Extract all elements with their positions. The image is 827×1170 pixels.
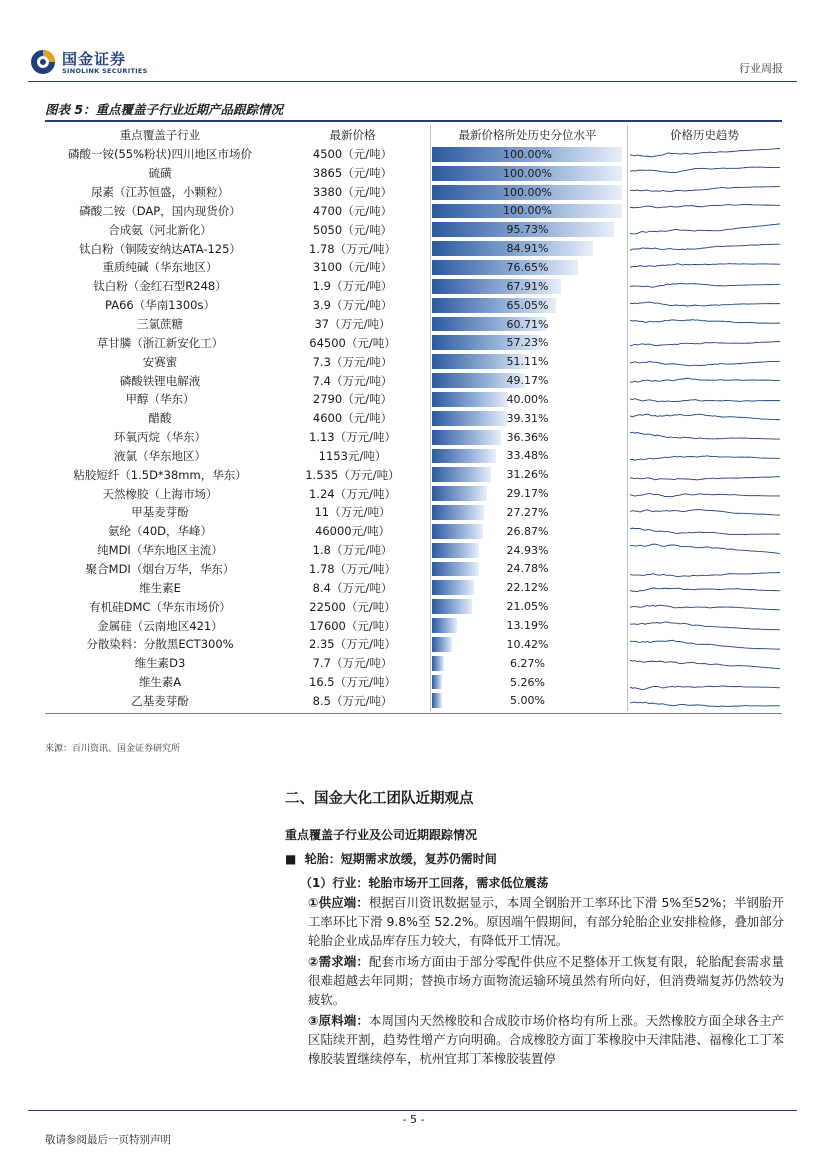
paragraph-demand-body: 配套市场方面由于部分零配件供应不足整体开工恢复有限，轮胎配套需求量很难超越去年同期；替换市场方面物流运输环境虽然有所向好，但消费端复苏仍然较为疲软。 bbox=[308, 954, 785, 1007]
row-percentile-cell bbox=[430, 673, 625, 692]
percentile-label: 31.26% bbox=[506, 468, 549, 482]
trend-line bbox=[630, 455, 780, 459]
percentile-bar bbox=[432, 599, 472, 614]
percentile-bar bbox=[432, 675, 442, 690]
trend-sparkline bbox=[627, 465, 782, 484]
figure-title: 图表 5：重点覆盖子行业近期产品跟踪情况 bbox=[45, 102, 284, 117]
trend-line bbox=[630, 342, 780, 347]
trend-line bbox=[630, 544, 780, 553]
row-industry: 合成氨（河北新化） bbox=[108, 222, 212, 237]
row-industry: 乙基麦芽酚 bbox=[131, 693, 189, 708]
row-percentile-cell bbox=[430, 315, 625, 334]
trend-sparkline bbox=[627, 635, 782, 654]
row-trend-cell bbox=[627, 578, 782, 597]
column-header-price: 最新价格 bbox=[329, 128, 376, 142]
row-industry: 磷酸二铵（DAP，国内现货价） bbox=[79, 203, 241, 218]
percentile-label: 27.27% bbox=[506, 505, 549, 519]
row-percentile-cell bbox=[430, 390, 625, 409]
trend-sparkline bbox=[627, 352, 782, 371]
trend-sparkline bbox=[627, 220, 782, 239]
percentile-bar bbox=[432, 486, 487, 501]
trend-sparkline bbox=[627, 390, 782, 409]
row-percentile-cell bbox=[430, 428, 625, 447]
percentile-label: 76.65% bbox=[506, 260, 549, 274]
table-bottom-rule bbox=[45, 713, 782, 714]
percentile-label: 5.00% bbox=[510, 694, 545, 708]
row-industry: 磷酸铁锂电解液 bbox=[119, 373, 201, 388]
row-industry: 粘胶短纤（1.5D*38mm，华东） bbox=[73, 467, 247, 482]
row-price: 8.5（万元/吨） bbox=[312, 693, 393, 708]
row-price: 22500（元/吨） bbox=[309, 599, 396, 614]
percentile-bar bbox=[432, 411, 507, 426]
paragraph-supply-body: 根据百川资讯数据显示，本周全钢胎开工率环比下滑 5%至52%；半钢胎开工率环比下滑 9.8%至 52.2%。原因端午假期间，有部分轮胎企业安排检修，叠加部分轮胎企业成品库存压力较大，有降低开工情况。 bbox=[308, 895, 784, 948]
percentile-label: 29.17% bbox=[506, 487, 549, 501]
trend-sparkline bbox=[627, 315, 782, 334]
percentile-bar bbox=[432, 656, 444, 671]
trend-sparkline bbox=[627, 541, 782, 560]
row-price: 1.13（万元/吨） bbox=[309, 430, 396, 445]
trend-line bbox=[630, 167, 780, 173]
row-percentile-cell bbox=[430, 239, 625, 258]
figure-title-rule bbox=[45, 120, 782, 122]
document-type: 行业周报 bbox=[739, 62, 783, 75]
trend-line bbox=[630, 283, 780, 287]
table-row bbox=[45, 673, 782, 692]
trend-sparkline bbox=[627, 447, 782, 466]
row-price: 1.535（万元/吨） bbox=[305, 467, 400, 482]
percentile-bar bbox=[432, 449, 496, 464]
page-number: - 5 - bbox=[402, 1113, 425, 1126]
trend-line bbox=[630, 432, 780, 439]
trend-sparkline bbox=[627, 428, 782, 447]
row-price: 4700（元/吨） bbox=[312, 203, 393, 218]
row-percentile-cell bbox=[430, 578, 625, 597]
table-row bbox=[45, 220, 782, 239]
row-percentile-cell bbox=[430, 691, 625, 710]
brand-name-cn: 国金证券 bbox=[62, 50, 127, 68]
percentile-label: 13.19% bbox=[506, 619, 549, 633]
paragraph-material-head: ③原料端： bbox=[308, 1013, 370, 1028]
table-row bbox=[45, 447, 782, 466]
row-percentile-cell bbox=[430, 258, 625, 277]
table-body bbox=[45, 145, 782, 710]
row-industry: 有机硅DMC（华东市场价） bbox=[89, 599, 231, 614]
row-industry: 聚合MDI（烟台万华，华东） bbox=[85, 561, 235, 576]
trend-sparkline bbox=[627, 183, 782, 202]
row-industry: 天然橡胶（上海市场） bbox=[102, 486, 218, 501]
product-tracking-table bbox=[45, 125, 782, 710]
row-percentile-cell bbox=[430, 447, 625, 466]
paragraph-material bbox=[308, 1011, 784, 1068]
row-percentile-cell bbox=[430, 277, 625, 296]
row-trend-cell bbox=[627, 390, 782, 409]
paragraph-demand bbox=[308, 952, 784, 1009]
table-row bbox=[45, 277, 782, 296]
column-header-percentile: 最新价格所处历史分位水平 bbox=[458, 128, 597, 142]
percentile-label: 49.17% bbox=[506, 374, 549, 388]
trend-sparkline bbox=[627, 145, 782, 164]
row-percentile-cell bbox=[430, 202, 625, 221]
row-trend-cell bbox=[627, 541, 782, 560]
table-row bbox=[45, 465, 782, 484]
row-industry: 三氯蔗糖 bbox=[137, 317, 183, 332]
row-trend-cell bbox=[627, 465, 782, 484]
percentile-bar bbox=[432, 562, 479, 577]
row-price: 1.78（万元/吨） bbox=[309, 241, 396, 256]
table-row bbox=[45, 578, 782, 597]
row-trend-cell bbox=[627, 352, 782, 371]
row-trend-cell bbox=[627, 164, 782, 183]
row-industry: 分散染料：分散黑ECT300% bbox=[86, 637, 234, 652]
row-percentile-cell bbox=[430, 597, 625, 616]
row-trend-cell bbox=[627, 371, 782, 390]
table-row bbox=[45, 183, 782, 202]
percentile-label: 21.05% bbox=[506, 600, 549, 614]
trend-line bbox=[630, 378, 780, 382]
row-trend-cell bbox=[627, 484, 782, 503]
table-row bbox=[45, 239, 782, 258]
table-row bbox=[45, 503, 782, 522]
row-percentile-cell bbox=[430, 183, 625, 202]
percentile-bar bbox=[432, 618, 457, 633]
row-industry: 金属硅（云南地区421） bbox=[97, 618, 223, 633]
percentile-label: 65.05% bbox=[506, 298, 549, 312]
row-price: 1.78（万元/吨） bbox=[309, 561, 396, 576]
row-price: 4500（元/吨） bbox=[312, 147, 393, 162]
row-industry: 磷酸一铵(55%粉状)四川地区市场价 bbox=[67, 147, 253, 162]
row-price: 7.3（万元/吨） bbox=[312, 354, 393, 369]
table-row bbox=[45, 145, 782, 164]
percentile-bar bbox=[432, 260, 578, 275]
row-trend-cell bbox=[627, 560, 782, 579]
footer-disclaimer: 敬请参阅最后一页特别声明 bbox=[45, 1134, 171, 1146]
percentile-label: 67.91% bbox=[506, 279, 549, 293]
row-industry: 甲基麦芽酚 bbox=[131, 505, 189, 520]
row-industry: 重质纯碱（华东地区） bbox=[102, 260, 218, 275]
paragraph-supply-head: ①供应端： bbox=[308, 895, 369, 910]
trend-sparkline bbox=[627, 333, 782, 352]
row-price: 8.4（万元/吨） bbox=[312, 580, 393, 595]
trend-sparkline bbox=[627, 691, 782, 710]
row-trend-cell bbox=[627, 616, 782, 635]
percentile-bar bbox=[432, 392, 508, 407]
trend-line bbox=[630, 399, 780, 402]
row-industry: 维生素A bbox=[138, 675, 182, 690]
table-row bbox=[45, 390, 782, 409]
row-percentile-cell bbox=[430, 333, 625, 352]
trend-sparkline bbox=[627, 578, 782, 597]
table-row bbox=[45, 691, 782, 710]
row-price: 64500（元/吨） bbox=[309, 335, 396, 350]
paragraph-material-body: 本周国内天然橡胶和合成胶市场价格均有所上涨。天然橡胶方面全球各主产区陆续开割，趋势性增产方向明确。合成橡胶方面丁苯橡胶中天津陆港、福橡化工丁苯橡胶装置继续停车，杭州宜邦丁苯橡胶装置停 bbox=[308, 1013, 785, 1066]
percentile-bar bbox=[432, 430, 501, 445]
percentile-label: 33.48% bbox=[506, 449, 549, 463]
row-trend-cell bbox=[627, 673, 782, 692]
row-percentile-cell bbox=[430, 522, 625, 541]
percentile-label: 100.00% bbox=[503, 147, 552, 161]
row-price: 1.24（万元/吨） bbox=[309, 486, 396, 501]
table-row bbox=[45, 560, 782, 579]
header-divider bbox=[28, 81, 797, 82]
row-trend-cell bbox=[627, 239, 782, 258]
row-industry: 环氧丙烷（华东） bbox=[114, 430, 206, 445]
table-row bbox=[45, 541, 782, 560]
row-price: 7.4（万元/吨） bbox=[312, 373, 393, 388]
trend-line bbox=[630, 605, 780, 610]
row-price: 4600（元/吨） bbox=[312, 411, 393, 426]
table-row bbox=[45, 296, 782, 315]
trend-sparkline bbox=[627, 654, 782, 673]
row-percentile-cell bbox=[430, 635, 625, 654]
trend-sparkline bbox=[627, 258, 782, 277]
column-separator bbox=[430, 125, 431, 711]
trend-line bbox=[630, 622, 780, 630]
trend-line bbox=[630, 264, 780, 268]
row-industry: 氨纶（40D，华峰） bbox=[108, 524, 212, 539]
percentile-label: 95.73% bbox=[506, 223, 549, 237]
row-price: 2.35（万元/吨） bbox=[309, 637, 396, 652]
row-industry: PA66（华南1300s） bbox=[105, 298, 215, 313]
row-industry: 维生素E bbox=[139, 580, 181, 595]
row-price: 2790（元/吨） bbox=[312, 392, 393, 407]
footer-divider bbox=[28, 1110, 797, 1111]
trend-line bbox=[630, 588, 780, 592]
row-price: 3380（元/吨） bbox=[312, 185, 393, 200]
percentile-label: 5.26% bbox=[510, 675, 545, 689]
table-row bbox=[45, 352, 782, 371]
row-industry: 液氯（华东地区） bbox=[114, 448, 206, 463]
row-price: 37（万元/吨） bbox=[314, 317, 391, 332]
trend-line bbox=[630, 640, 780, 649]
percentile-label: 100.00% bbox=[503, 204, 552, 218]
percentile-label: 6.27% bbox=[510, 656, 545, 670]
row-industry: 甲醇（华东） bbox=[125, 392, 195, 407]
row-price: 1.8（万元/吨） bbox=[312, 543, 393, 558]
column-separator bbox=[627, 125, 628, 711]
table-row bbox=[45, 616, 782, 635]
row-industry: 钛白粉（金红石型R248） bbox=[93, 279, 227, 294]
row-percentile-cell bbox=[430, 409, 625, 428]
bullet-heading-text: 轮胎：短期需求放缓，复苏仍需时间 bbox=[304, 852, 497, 866]
row-percentile-cell bbox=[430, 145, 625, 164]
table-row bbox=[45, 315, 782, 334]
table-header-row bbox=[45, 125, 782, 145]
table-row bbox=[45, 484, 782, 503]
trend-line bbox=[630, 477, 780, 480]
table-row bbox=[45, 428, 782, 447]
percentile-label: 24.93% bbox=[506, 543, 549, 557]
row-trend-cell bbox=[627, 691, 782, 710]
row-industry: 草甘膦（浙江新安化工） bbox=[96, 335, 224, 350]
sinolink-logo-icon bbox=[30, 49, 56, 75]
row-industry: 硫磺 bbox=[148, 166, 172, 181]
percentile-label: 100.00% bbox=[503, 166, 552, 180]
row-price: 1.9（万元/吨） bbox=[312, 279, 393, 294]
trend-line bbox=[630, 414, 780, 420]
row-percentile-cell bbox=[430, 220, 625, 239]
row-price: 16.5（万元/吨） bbox=[309, 675, 396, 690]
trend-sparkline bbox=[627, 503, 782, 522]
trend-sparkline bbox=[627, 371, 782, 390]
percentile-label: 100.00% bbox=[503, 185, 552, 199]
trend-line bbox=[630, 224, 780, 234]
percentile-bar bbox=[432, 467, 491, 482]
row-trend-cell bbox=[627, 597, 782, 616]
table-row bbox=[45, 202, 782, 221]
row-trend-cell bbox=[627, 447, 782, 466]
trend-line bbox=[630, 148, 780, 156]
row-price: 5050（元/吨） bbox=[312, 222, 393, 237]
percentile-label: 60.71% bbox=[506, 317, 549, 331]
table-row bbox=[45, 597, 782, 616]
row-percentile-cell bbox=[430, 484, 625, 503]
trend-line bbox=[630, 319, 780, 323]
row-price: 17600（元/吨） bbox=[309, 618, 396, 633]
table-row bbox=[45, 164, 782, 183]
row-trend-cell bbox=[627, 654, 782, 673]
row-percentile-cell bbox=[430, 352, 625, 371]
paragraph-demand-head: ②需求端： bbox=[308, 954, 370, 969]
row-percentile-cell bbox=[430, 465, 625, 484]
percentile-bar bbox=[432, 524, 483, 539]
percentile-bar bbox=[432, 505, 484, 520]
trend-sparkline bbox=[627, 409, 782, 428]
row-trend-cell bbox=[627, 522, 782, 541]
section-heading: 二、国金大化工团队近期观点 bbox=[285, 791, 474, 807]
row-percentile-cell bbox=[430, 541, 625, 560]
row-trend-cell bbox=[627, 503, 782, 522]
row-trend-cell bbox=[627, 428, 782, 447]
row-industry: 醋酸 bbox=[148, 411, 172, 426]
trend-sparkline bbox=[627, 164, 782, 183]
row-trend-cell bbox=[627, 277, 782, 296]
trend-sparkline bbox=[627, 202, 782, 221]
percentile-bar bbox=[432, 580, 474, 595]
row-trend-cell bbox=[627, 202, 782, 221]
column-header-trend: 价格历史趋势 bbox=[670, 128, 739, 142]
trend-sparkline bbox=[627, 239, 782, 258]
percentile-label: 39.31% bbox=[506, 411, 549, 425]
row-trend-cell bbox=[627, 220, 782, 239]
percentile-label: 36.36% bbox=[506, 430, 549, 444]
table-row bbox=[45, 654, 782, 673]
row-industry: 维生素D3 bbox=[134, 656, 186, 671]
trend-sparkline bbox=[627, 673, 782, 692]
row-industry: 安赛蜜 bbox=[142, 354, 178, 369]
trend-line bbox=[630, 686, 780, 690]
table-row bbox=[45, 258, 782, 277]
trend-line bbox=[630, 572, 780, 576]
row-price: 3100（元/吨） bbox=[312, 260, 393, 275]
table-row bbox=[45, 522, 782, 541]
row-price: 11（万元/吨） bbox=[314, 505, 391, 520]
column-header-industry: 重点覆盖子行业 bbox=[119, 128, 201, 142]
row-industry: 纯MDI（华东地区主流） bbox=[97, 543, 223, 558]
row-trend-cell bbox=[627, 183, 782, 202]
row-trend-cell bbox=[627, 409, 782, 428]
table-row bbox=[45, 371, 782, 390]
paragraph-supply bbox=[308, 893, 784, 950]
bullet-heading bbox=[285, 850, 497, 867]
item-heading: （1）行业：轮胎市场开工回落，需求低位震荡 bbox=[300, 876, 549, 890]
percentile-label: 84.91% bbox=[506, 242, 549, 256]
percentile-label: 10.42% bbox=[506, 637, 549, 651]
trend-line bbox=[630, 528, 780, 535]
row-trend-cell bbox=[627, 258, 782, 277]
figure-source: 来源：百川资讯、国金证券研究所 bbox=[45, 744, 181, 754]
row-percentile-cell bbox=[430, 616, 625, 635]
trend-line bbox=[630, 186, 780, 191]
trend-line bbox=[630, 302, 780, 306]
percentile-label: 51.11% bbox=[506, 355, 549, 369]
row-percentile-cell bbox=[430, 371, 625, 390]
percentile-bar bbox=[432, 637, 452, 652]
trend-line bbox=[630, 204, 780, 207]
row-percentile-cell bbox=[430, 296, 625, 315]
table-row bbox=[45, 333, 782, 352]
percentile-bar bbox=[432, 543, 479, 558]
row-price: 3865（元/吨） bbox=[312, 166, 393, 181]
percentile-label: 22.12% bbox=[506, 581, 549, 595]
percentile-label: 40.00% bbox=[506, 392, 549, 406]
trend-sparkline bbox=[627, 560, 782, 579]
brand-name-en: SINOLINK SECURITIES bbox=[62, 67, 148, 75]
trend-sparkline bbox=[627, 616, 782, 635]
trend-sparkline bbox=[627, 296, 782, 315]
row-trend-cell bbox=[627, 333, 782, 352]
row-trend-cell bbox=[627, 296, 782, 315]
row-percentile-cell bbox=[430, 560, 625, 579]
row-industry: 钛白粉（铜陵安纳达ATA-125） bbox=[79, 241, 241, 256]
table-row bbox=[45, 409, 782, 428]
table-row bbox=[45, 635, 782, 654]
row-industry: 尿素（江苏恒盛，小颗粒） bbox=[91, 185, 229, 200]
subsection-heading: 重点覆盖子行业及公司近期跟踪情况 bbox=[285, 828, 478, 842]
row-trend-cell bbox=[627, 145, 782, 164]
row-price: 3.9（万元/吨） bbox=[312, 298, 393, 313]
trend-sparkline bbox=[627, 484, 782, 503]
trend-line bbox=[630, 362, 780, 367]
percentile-label: 24.78% bbox=[506, 562, 549, 576]
row-percentile-cell bbox=[430, 654, 625, 673]
trend-line bbox=[630, 510, 780, 516]
percentile-bar bbox=[432, 693, 442, 708]
row-trend-cell bbox=[627, 635, 782, 654]
row-price: 46000元/吨） bbox=[315, 524, 390, 539]
percentile-label: 26.87% bbox=[506, 524, 549, 538]
trend-sparkline bbox=[627, 522, 782, 541]
row-percentile-cell bbox=[430, 164, 625, 183]
row-price: 7.7（万元/吨） bbox=[312, 656, 393, 671]
trend-sparkline bbox=[627, 277, 782, 296]
row-percentile-cell bbox=[430, 503, 625, 522]
row-price: 1153元/吨） bbox=[318, 448, 387, 463]
trend-line bbox=[630, 244, 780, 250]
percentile-label: 57.23% bbox=[506, 336, 549, 350]
trend-line bbox=[630, 494, 780, 497]
trend-sparkline bbox=[627, 597, 782, 616]
trend-line bbox=[630, 660, 780, 668]
trend-line bbox=[630, 702, 780, 707]
row-trend-cell bbox=[627, 315, 782, 334]
bullet-square-icon: ■ bbox=[285, 852, 297, 866]
